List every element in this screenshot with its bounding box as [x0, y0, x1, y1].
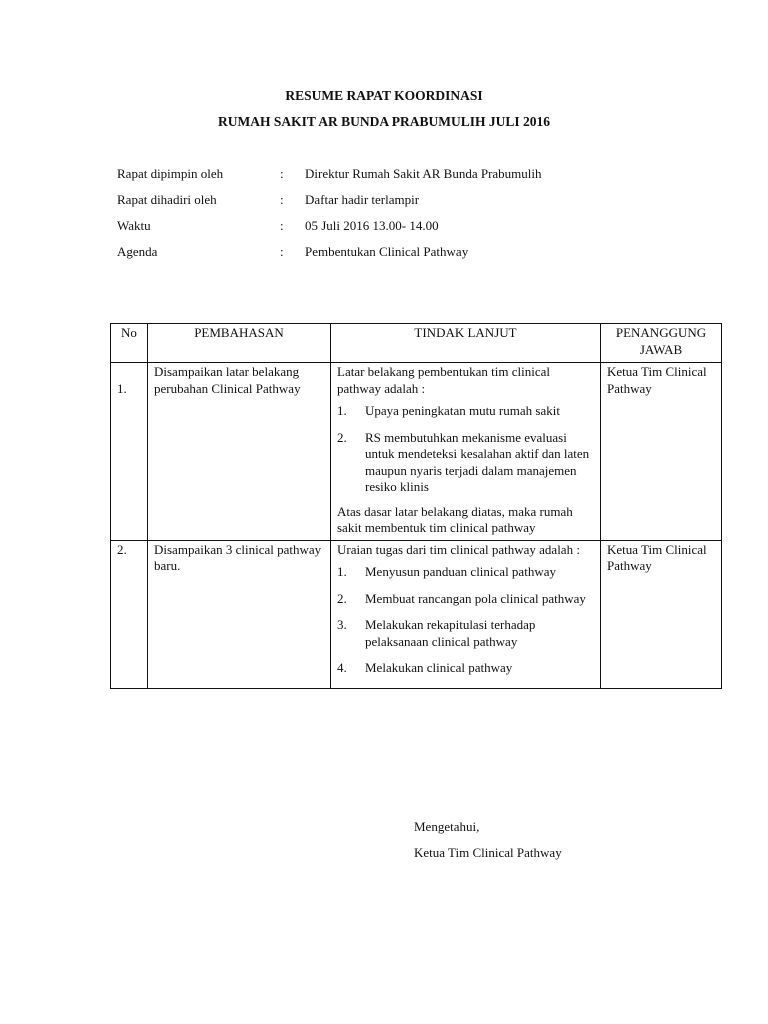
tindak-list — [337, 564, 594, 677]
penanggung-jawab-cell: Ketua Tim Clinical Pathway — [601, 363, 722, 541]
info-row-leader — [117, 166, 677, 184]
info-label: Agenda — [117, 244, 158, 259]
pembahasan-cell: Disampaikan 3 clinical pathway baru. — [148, 540, 331, 688]
list-number: 2. — [337, 590, 347, 606]
row-number: 1. — [117, 381, 127, 396]
table-header-row — [111, 324, 722, 363]
tindak-intro: Latar belakang pembentukan tim clinical pathway adalah : — [337, 364, 550, 396]
list-item — [337, 660, 594, 677]
list-text: Melakukan rekapitulasi terhadap pelaksanaan clinical pathway — [365, 617, 536, 649]
tindak-lanjut-cell — [331, 540, 601, 688]
tindak-intro: Uraian tugas dari tim clinical pathway adalah : — [337, 541, 580, 557]
info-value: Direktur Rumah Sakit AR Bunda Prabumulih — [305, 166, 542, 181]
list-number: 2. — [337, 429, 347, 445]
info-label: Rapat dipimpin oleh — [117, 166, 224, 181]
list-number: 4. — [337, 660, 347, 675]
header-no: No — [111, 324, 148, 363]
info-value: Daftar hadir terlampir — [305, 192, 420, 207]
list-number: 3. — [337, 617, 347, 632]
info-row-time — [117, 218, 677, 236]
info-row-attendance — [117, 192, 677, 210]
document-title: RESUME RAPAT KOORDINASI — [285, 88, 483, 103]
info-value: Pembentukan Clinical Pathway — [305, 244, 469, 259]
info-label: Rapat dihadiri oleh — [117, 192, 217, 207]
minutes-table — [110, 323, 722, 689]
table-row — [111, 363, 722, 541]
pembahasan-cell: Disampaikan latar belakang perubahan Clinical Pathway — [148, 363, 331, 541]
tindak-list — [337, 403, 594, 496]
signature-title: Ketua Tim Clinical Pathway — [414, 845, 562, 860]
list-text: Membuat rancangan pola clinical pathway — [365, 590, 586, 606]
table-row — [111, 540, 722, 688]
list-text: Melakukan clinical pathway — [365, 660, 513, 675]
info-row-agenda — [117, 244, 677, 262]
row-number-cell — [111, 540, 148, 688]
list-text: Menyusun panduan clinical pathway — [365, 564, 556, 579]
list-item — [337, 591, 594, 608]
list-item — [337, 430, 594, 496]
info-label: Waktu — [117, 218, 151, 233]
row-number: 2. — [117, 541, 127, 557]
info-value: 05 Juli 2016 13.00- 14.00 — [305, 218, 439, 233]
penanggung-jawab-cell: Ketua Tim Clinical Pathway — [601, 540, 722, 688]
info-colon: : — [280, 218, 284, 233]
info-colon: : — [280, 166, 284, 181]
info-colon: : — [280, 192, 284, 207]
list-item — [337, 617, 594, 650]
header-penanggung-jawab: PENANGGUNG JAWAB — [601, 324, 722, 363]
document-subtitle: RUMAH SAKIT AR BUNDA PRABUMULIH JULI 2016 — [217, 114, 551, 129]
tindak-outro: Atas dasar latar belakang diatas, maka rumah sakit membentuk tim clinical pathway — [337, 503, 573, 535]
header-tindak-lanjut: TINDAK LANJUT — [331, 324, 601, 363]
list-item — [337, 403, 594, 420]
header-pembahasan: PEMBAHASAN — [148, 324, 331, 363]
list-item — [337, 564, 594, 581]
info-colon: : — [280, 244, 284, 259]
list-number: 1. — [337, 403, 347, 418]
row-number-cell — [111, 363, 148, 541]
tindak-lanjut-cell — [331, 363, 601, 541]
list-number: 1. — [337, 564, 347, 579]
list-text: RS membutuhkan mekanisme evaluasi untuk mendeteksi kesalahan aktif dan laten maupun nyaris terjadi dalam manajemen resiko klinis — [365, 429, 590, 494]
signature-acknowledged: Mengetahui, — [414, 819, 480, 834]
list-text: Upaya peningkatan mutu rumah sakit — [365, 403, 560, 418]
